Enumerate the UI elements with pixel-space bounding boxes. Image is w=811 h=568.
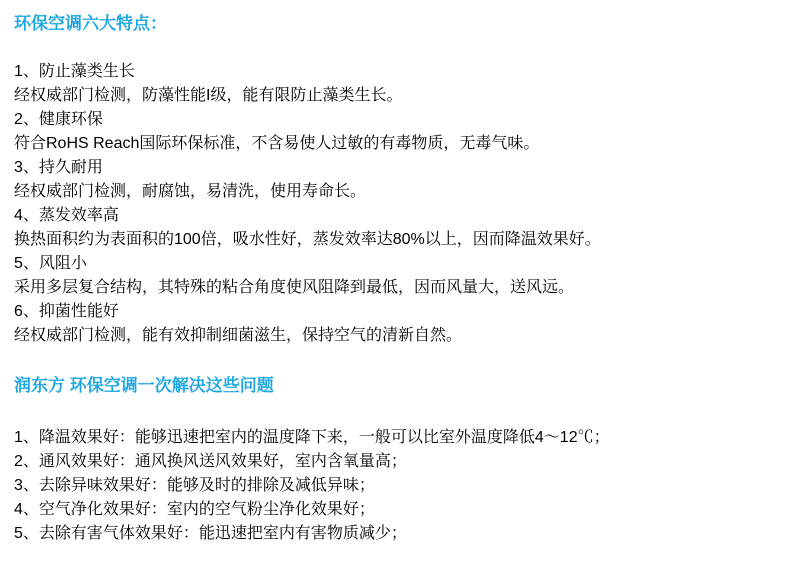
- feature-list: [14, 60, 797, 348]
- feature-6-heading: 6、抑菌性能好: [14, 303, 119, 320]
- problem-item-1: 1、降温效果好：能够迅速把室内的温度降下来，一般可以比室外温度降低4～12℃；: [14, 429, 610, 446]
- feature-4-heading: 4、蒸发效率高: [14, 207, 119, 224]
- feature-3-heading: 3、持久耐用: [14, 159, 103, 176]
- problem-item-4: 4、空气净化效果好：室内的空气粉尘净化效果好；: [14, 501, 375, 518]
- feature-4-description: 换热面积约为表面积的100倍，吸水性好，蒸发效率达80%以上，因而降温效果好。: [14, 231, 601, 248]
- feature-2-description: 符合RoHS Reach国际环保标准，不含易使人过敏的有毒物质，无毒气味。: [14, 135, 540, 152]
- feature-3-description: 经权威部门检测，耐腐蚀，易清洗，使用寿命长。: [14, 183, 367, 200]
- problem-item-3: 3、去除异味效果好：能够及时的排除及减低异味；: [14, 477, 375, 494]
- feature-5-description: 采用多层复合结构，其特殊的粘合角度使风阻降到最低，因而风量大，送风远。: [14, 279, 575, 296]
- problem-list: [14, 426, 797, 546]
- feature-1-heading: 1、防止藻类生长: [14, 63, 135, 80]
- problem-item-5: 5、去除有害气体效果好：能迅速把室内有害物质减少；: [14, 525, 407, 542]
- feature-5-heading: 5、风阻小: [14, 255, 87, 272]
- feature-1-description: 经权威部门检测，防藻性能I级，能有限防止藻类生长。: [14, 87, 403, 104]
- section2-title: 润东方 环保空调一次解决这些问题: [14, 376, 274, 395]
- section1-title: 环保空调六大特点：: [14, 14, 167, 33]
- problem-item-2: 2、通风效果好：通风换风送风效果好，室内含氧量高；: [14, 453, 407, 470]
- feature-6-description: 经权威部门检测，能有效抑制细菌滋生，保持空气的清新自然。: [14, 327, 463, 344]
- feature-2-heading: 2、健康环保: [14, 111, 103, 128]
